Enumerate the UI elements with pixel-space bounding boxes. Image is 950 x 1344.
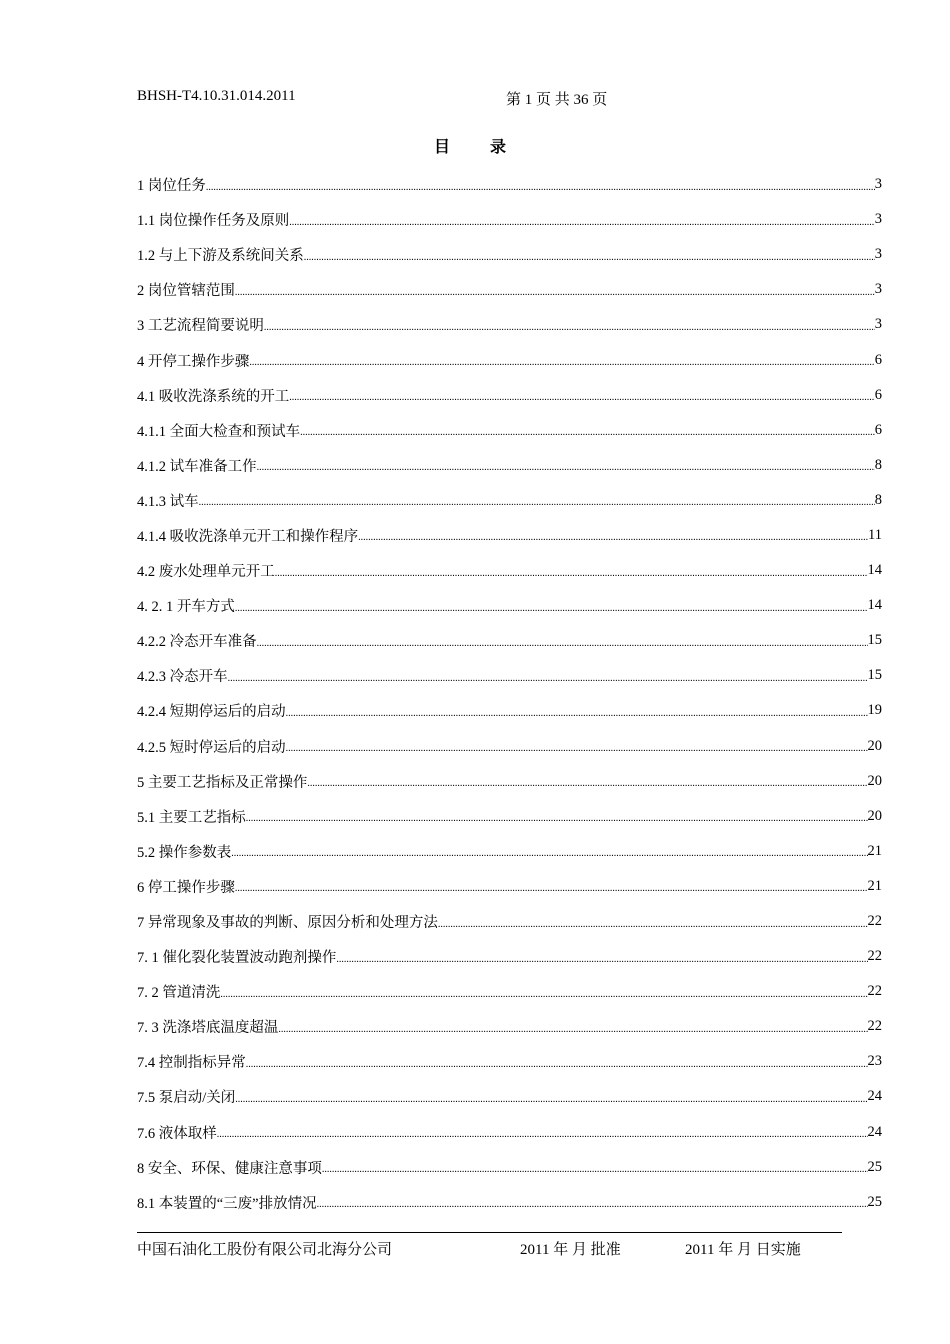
toc-entry-page-number: 25 (867, 1193, 882, 1210)
toc-dot-leader (199, 492, 875, 510)
toc-dot-leader (336, 949, 867, 967)
toc-entry-label: 1.2 与上下游及系统间关系 (137, 248, 304, 265)
toc-entry[interactable] (137, 658, 882, 693)
toc-dot-leader (249, 352, 874, 370)
toc-entry-page-number: 15 (867, 667, 882, 684)
toc-entry-label: 3 工艺流程简要说明 (137, 318, 264, 335)
toc-entry[interactable] (137, 974, 882, 1009)
toc-entry[interactable] (137, 553, 882, 588)
toc-entry-label: 4.1.2 试车准备工作 (137, 458, 257, 475)
toc-entry-label: 4.2 废水处理单元开工 (137, 564, 275, 581)
toc-entry-page-number: 20 (867, 737, 882, 754)
toc-entry-page-number: 22 (867, 983, 882, 1000)
toc-entry-page-number: 11 (868, 526, 882, 543)
toc-entry[interactable] (137, 1009, 882, 1044)
toc-dot-leader (358, 527, 868, 545)
toc-dot-leader (307, 773, 867, 791)
toc-entry-page-number: 24 (867, 1123, 882, 1140)
toc-entry[interactable] (137, 869, 882, 904)
toc-entry-label: 8 安全、环保、健康注意事项 (137, 1160, 322, 1177)
toc-entry-label: 7 异常现象及事故的判断、原因分析和处理方法 (137, 915, 438, 932)
toc-entry-label: 6 停工操作步骤 (137, 879, 235, 896)
toc-entry-label: 4.2.5 短时停运后的启动 (137, 739, 286, 756)
toc-dot-leader (286, 703, 868, 721)
toc-dot-leader (286, 738, 868, 756)
toc-dot-leader (206, 177, 875, 195)
toc-dot-leader (235, 878, 868, 896)
toc-entry-label: 1.1 岗位操作任务及原则 (137, 213, 290, 230)
toc-entry-page-number: 3 (874, 246, 882, 263)
toc-dot-leader (289, 212, 875, 230)
toc-entry[interactable] (137, 1079, 882, 1114)
toc-dot-leader (235, 598, 868, 616)
toc-entry-page-number: 8 (874, 491, 882, 508)
toc-dot-leader (220, 984, 867, 1002)
toc-entry[interactable] (137, 939, 882, 974)
toc-entry-page-number: 20 (867, 772, 882, 789)
toc-entry-page-number: 6 (874, 386, 882, 403)
footer-approval-date: 2011 年 月 批准 (520, 1242, 621, 1258)
toc-dot-leader (257, 633, 868, 651)
toc-entry-page-number: 3 (874, 176, 882, 193)
toc-entry[interactable] (137, 799, 882, 834)
toc-entry[interactable] (137, 1150, 882, 1185)
toc-dot-leader (264, 317, 875, 335)
toc-dot-leader (275, 563, 868, 581)
toc-entry[interactable] (137, 342, 882, 377)
toc-entry[interactable] (137, 623, 882, 658)
toc-dot-leader (246, 808, 868, 826)
toc-entry[interactable] (137, 764, 882, 799)
toc-entry-label: 7.6 液体取样 (137, 1125, 217, 1142)
toc-entry-page-number: 3 (874, 316, 882, 333)
toc-entry[interactable] (137, 413, 882, 448)
toc-entry-page-number: 24 (867, 1088, 882, 1105)
toc-entry-label: 7.4 控制指标异常 (137, 1055, 246, 1072)
footer-company: 中国石油化工股份有限公司北海分公司 (137, 1242, 393, 1258)
toc-entry[interactable] (137, 1044, 882, 1079)
toc-entry-label: 7. 3 洗涤塔底温度超温 (137, 1020, 279, 1037)
toc-dot-leader (289, 387, 875, 405)
toc-entry-label: 8.1 本装置的“三废”排放情况 (137, 1195, 317, 1212)
toc-entry-page-number: 22 (867, 1018, 882, 1035)
toc-entry[interactable] (137, 834, 882, 869)
toc-entry-page-number: 14 (867, 597, 882, 614)
document-number: BHSH-T4.10.31.014.2011 (137, 88, 296, 104)
toc-dot-leader (246, 1054, 868, 1072)
toc-entry[interactable] (137, 307, 882, 342)
toc-entry[interactable] (137, 1185, 882, 1220)
toc-entry-page-number: 8 (874, 456, 882, 473)
toc-entry-page-number: 15 (867, 632, 882, 649)
toc-entry-label: 4.2.2 冷态开车准备 (137, 634, 257, 651)
toc-entry-label: 7. 2 管道清洗 (137, 985, 221, 1002)
toc-entry-page-number: 14 (867, 562, 882, 579)
page-header (137, 88, 837, 108)
toc-dot-leader (304, 247, 875, 265)
toc-entry-page-number: 21 (867, 842, 882, 859)
toc-entry[interactable] (137, 904, 882, 939)
toc-entry-label: 7. 1 催化裂化装置波动跑剂操作 (137, 950, 337, 967)
toc-entry-label: 4 开停工操作步骤 (137, 353, 250, 370)
toc-dot-leader (438, 914, 868, 932)
footer-implementation-date: 2011 年 月 日实施 (685, 1242, 801, 1258)
toc-entry[interactable] (137, 729, 882, 764)
toc-dot-leader (228, 668, 868, 686)
toc-entry[interactable] (137, 693, 882, 728)
toc-entry-page-number: 22 (867, 913, 882, 930)
toc-entry-label: 2 岗位管辖范围 (137, 283, 235, 300)
toc-entry-label: 4.1.4 吸收洗涤单元开工和操作程序 (137, 528, 359, 545)
toc-entry-page-number: 20 (867, 807, 882, 824)
toc-dot-leader (235, 1089, 867, 1107)
toc-entry[interactable] (137, 167, 882, 202)
toc-entry-page-number: 23 (867, 1053, 882, 1070)
toc-entry[interactable] (137, 588, 882, 623)
toc-title: 目录 (433, 139, 546, 156)
toc-entry-label: 4. 2. 1 开车方式 (137, 599, 235, 616)
toc-entry-page-number: 3 (874, 211, 882, 228)
table-of-contents (137, 167, 882, 1220)
toc-entry-page-number: 22 (867, 948, 882, 965)
toc-dot-leader (278, 1019, 867, 1037)
toc-entry-label: 4.2.3 冷态开车 (137, 669, 228, 686)
toc-dot-leader (217, 1124, 868, 1142)
toc-entry[interactable] (137, 448, 882, 483)
toc-entry-page-number: 6 (874, 351, 882, 368)
toc-entry-label: 5 主要工艺指标及正常操作 (137, 774, 308, 791)
toc-dot-leader (257, 457, 875, 475)
page-number-info: 第 1 页 共 36 页 (506, 92, 608, 108)
toc-entry[interactable] (137, 202, 882, 237)
toc-dot-leader (300, 422, 875, 440)
toc-dot-leader (322, 1159, 868, 1177)
toc-entry[interactable] (137, 237, 882, 272)
toc-dot-leader (317, 1194, 868, 1212)
toc-entry-label: 7.5 泵启动/关闭 (137, 1090, 236, 1107)
toc-entry-page-number: 25 (867, 1158, 882, 1175)
toc-entry-label: 5.2 操作参数表 (137, 844, 232, 861)
toc-entry[interactable] (137, 378, 882, 413)
toc-entry[interactable] (137, 518, 882, 553)
toc-entry-page-number: 19 (867, 702, 882, 719)
toc-entry-label: 4.2.4 短期停运后的启动 (137, 704, 286, 721)
toc-entry-page-number: 6 (874, 421, 882, 438)
page-footer (137, 1238, 842, 1258)
toc-entry-page-number: 21 (867, 877, 882, 894)
toc-entry-label: 4.1.1 全面大检查和预试车 (137, 423, 301, 440)
toc-entry-label: 1 岗位任务 (137, 178, 206, 195)
toc-entry-label: 5.1 主要工艺指标 (137, 809, 246, 826)
toc-entry[interactable] (137, 1115, 882, 1150)
toc-entry[interactable] (137, 483, 882, 518)
toc-entry-page-number: 3 (874, 281, 882, 298)
toc-entry[interactable] (137, 272, 882, 307)
toc-entry-label: 4.1.3 试车 (137, 493, 199, 510)
footer-divider (137, 1232, 842, 1233)
toc-dot-leader (231, 843, 867, 861)
toc-entry-label: 4.1 吸收洗涤系统的开工 (137, 388, 290, 405)
toc-dot-leader (235, 282, 875, 300)
